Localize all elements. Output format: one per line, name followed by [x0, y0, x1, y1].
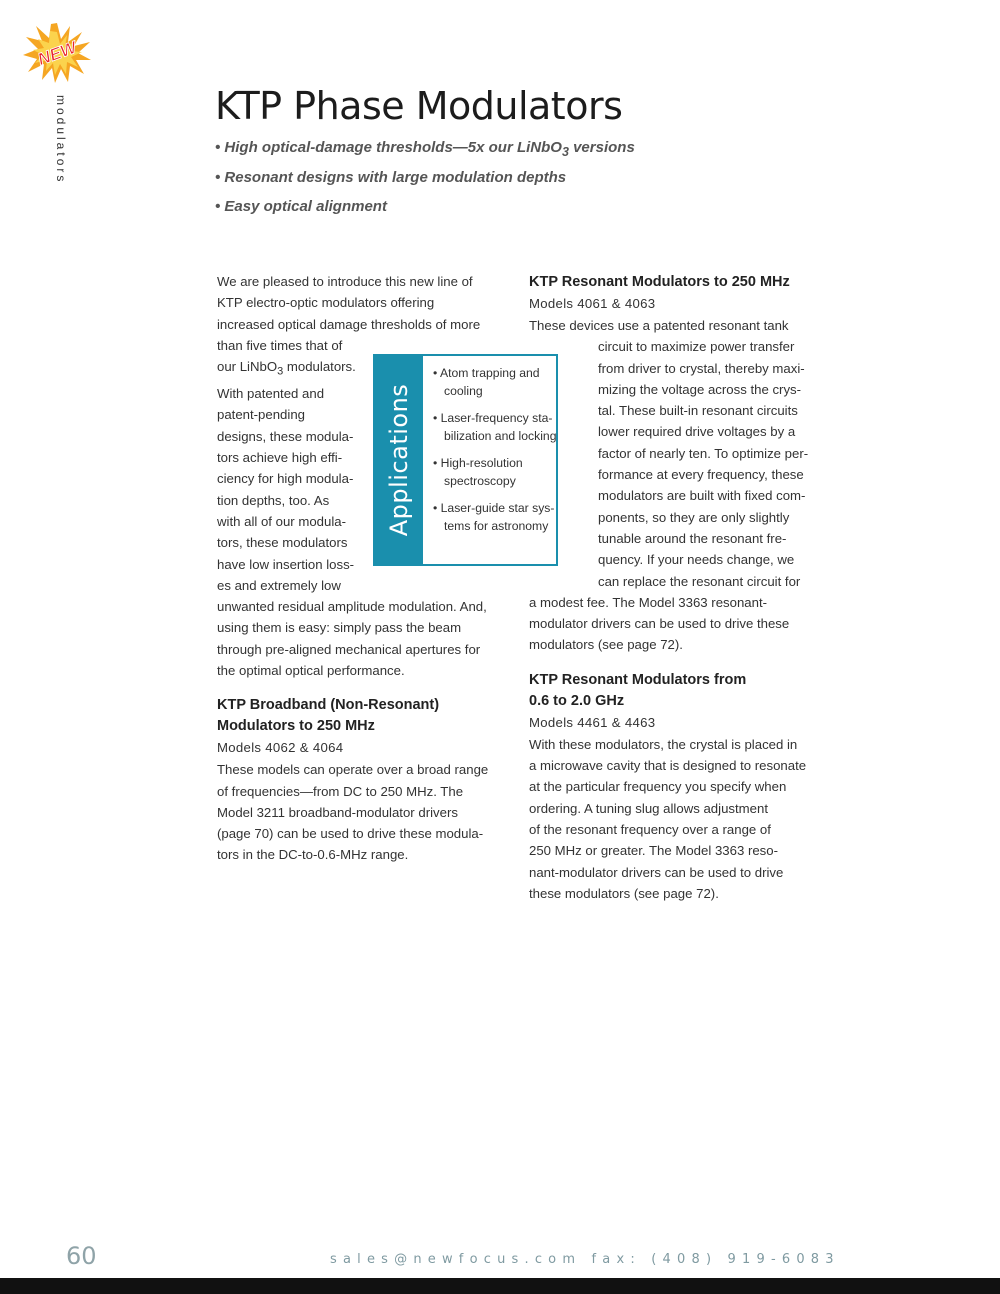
- highlight-item: • Easy optical alignment: [215, 198, 387, 215]
- text-line: These devices use a patented resonant tank: [529, 318, 789, 333]
- text-line: a microwave cavity that is designed to resonate: [529, 758, 807, 774]
- text-line: modulator drivers can be used to drive these: [529, 616, 790, 632]
- list-item: • Laser-guide star sys-tems for astronomy: [433, 501, 555, 533]
- applications-heading: Applications: [385, 383, 413, 537]
- text-line: factor of nearly ten. To optimize per-: [598, 445, 809, 461]
- text-line: Model 3211 broadband-modulator drivers: [217, 804, 458, 820]
- resonant-250-models: Models 4061 & 4063: [529, 296, 656, 311]
- text-line: modulators (see page 72).: [529, 637, 683, 653]
- text-line: (page 70) can be used to drive these modula-: [217, 826, 484, 842]
- text-line: 250 MHz or greater. The Model 3363 reso-: [529, 843, 778, 859]
- text-line: can replace the resonant circuit for: [598, 573, 801, 589]
- resonant-ghz-models: Models 4461 & 4463: [529, 714, 656, 730]
- text-line: mizing the voltage across the crys-: [598, 381, 802, 397]
- broadband-models: Models 4062 & 4064: [217, 740, 344, 756]
- text-line: have low insertion loss-: [217, 556, 355, 572]
- applications-tab: [375, 356, 423, 564]
- footer-bar: [0, 1278, 1000, 1294]
- text-line: tors achieve high effi-: [217, 450, 343, 466]
- text-line: quency. If your needs change, we: [598, 552, 795, 568]
- text-line: We are pleased to introduce this new line of: [217, 274, 473, 289]
- text-line: ciency for high modula-: [217, 471, 354, 487]
- highlight-item: • High optical-damage thresholds—5x our LiNbO$_3$ versions: [215, 139, 635, 159]
- list-item: • Atom trapping and cooling: [433, 366, 540, 398]
- text-line: these modulators (see page 72).: [529, 885, 719, 901]
- text-line: ponents, so they are only slightly: [598, 509, 790, 525]
- text-line: nant-modulator drivers can be used to drive: [529, 864, 784, 880]
- section-side-label: modulators: [54, 95, 68, 185]
- text-line: formance at every frequency, these: [598, 467, 804, 483]
- text-line: of the resonant frequency over a range of: [529, 821, 771, 837]
- text-line: These models can operate over a broad range: [217, 762, 489, 778]
- list-item: • Laser-frequency sta-bilization and locking: [433, 411, 557, 443]
- text-line: With patented and: [217, 386, 325, 402]
- broadband-heading: Modulators to 250 MHz: [217, 718, 375, 735]
- text-line: from driver to crystal, thereby maxi-: [598, 360, 805, 376]
- page-number: 60: [66, 1242, 97, 1270]
- text-line: tion depths, too. As: [217, 492, 330, 508]
- text-line: the optimal optical performance.: [217, 662, 405, 678]
- text-line: patent-pending: [217, 407, 305, 423]
- text-line: circuit to maximize power transfer: [598, 339, 795, 355]
- resonant-ghz-heading: KTP Resonant Modulators from: [529, 671, 747, 688]
- text-line: tal. These built-in resonant circuits: [598, 403, 798, 419]
- starburst-icon: [22, 22, 92, 84]
- text-line: a modest fee. The Model 3363 resonant-: [529, 594, 768, 610]
- text-line: of frequencies—from DC to 250 MHz. The: [217, 783, 464, 799]
- text-line: tunable around the resonant fre-: [598, 530, 787, 546]
- text-line: than five times that of: [217, 337, 343, 353]
- broadband-heading: KTP Broadband (Non-Resonant): [217, 697, 440, 714]
- text-line: es and extremely low: [217, 577, 341, 593]
- text-line: lower required drive voltages by a: [598, 424, 796, 440]
- right-column: [529, 272, 829, 904]
- text-line: our LiNbO$_3$ modulators.: [217, 359, 356, 378]
- new-badge: [22, 22, 92, 84]
- highlight-list: [215, 136, 635, 225]
- text-line: at the particular frequency you specify when: [529, 779, 787, 795]
- text-line: tors in the DC-to-0.6-MHz range.: [217, 847, 409, 863]
- text-line: designs, these modula-: [217, 428, 354, 444]
- list-item: • High-resolution spectroscopy: [433, 456, 523, 488]
- footer-contact: sales@newfocus.com fax: (408) 919-6083: [330, 1252, 840, 1267]
- badge-text: NEW: [35, 37, 80, 70]
- resonant-250-heading: KTP Resonant Modulators to 250 MHz: [529, 274, 790, 290]
- text-line: with all of our modula-: [217, 513, 347, 529]
- text-line: increased optical damage thresholds of more: [217, 316, 481, 332]
- page-title: KTP Phase Modulators: [215, 84, 623, 128]
- text-line: With these modulators, the crystal is placed in: [529, 736, 798, 752]
- highlight-item: • Resonant designs with large modulation depths: [215, 168, 567, 186]
- resonant-ghz-heading: 0.6 to 2.0 GHz: [529, 692, 625, 709]
- text-line: ordering. A tuning slug allows adjustment: [529, 800, 768, 816]
- text-line: KTP electro-optic modulators offering: [217, 295, 435, 311]
- text-line: using them is easy: simply pass the beam: [217, 620, 462, 636]
- text-line: modulators are built with fixed com-: [598, 488, 806, 504]
- text-line: tors, these modulators: [217, 535, 348, 551]
- text-line: unwanted residual amplitude modulation. And,: [217, 599, 487, 615]
- text-line: through pre-aligned mechanical apertures for: [217, 641, 481, 657]
